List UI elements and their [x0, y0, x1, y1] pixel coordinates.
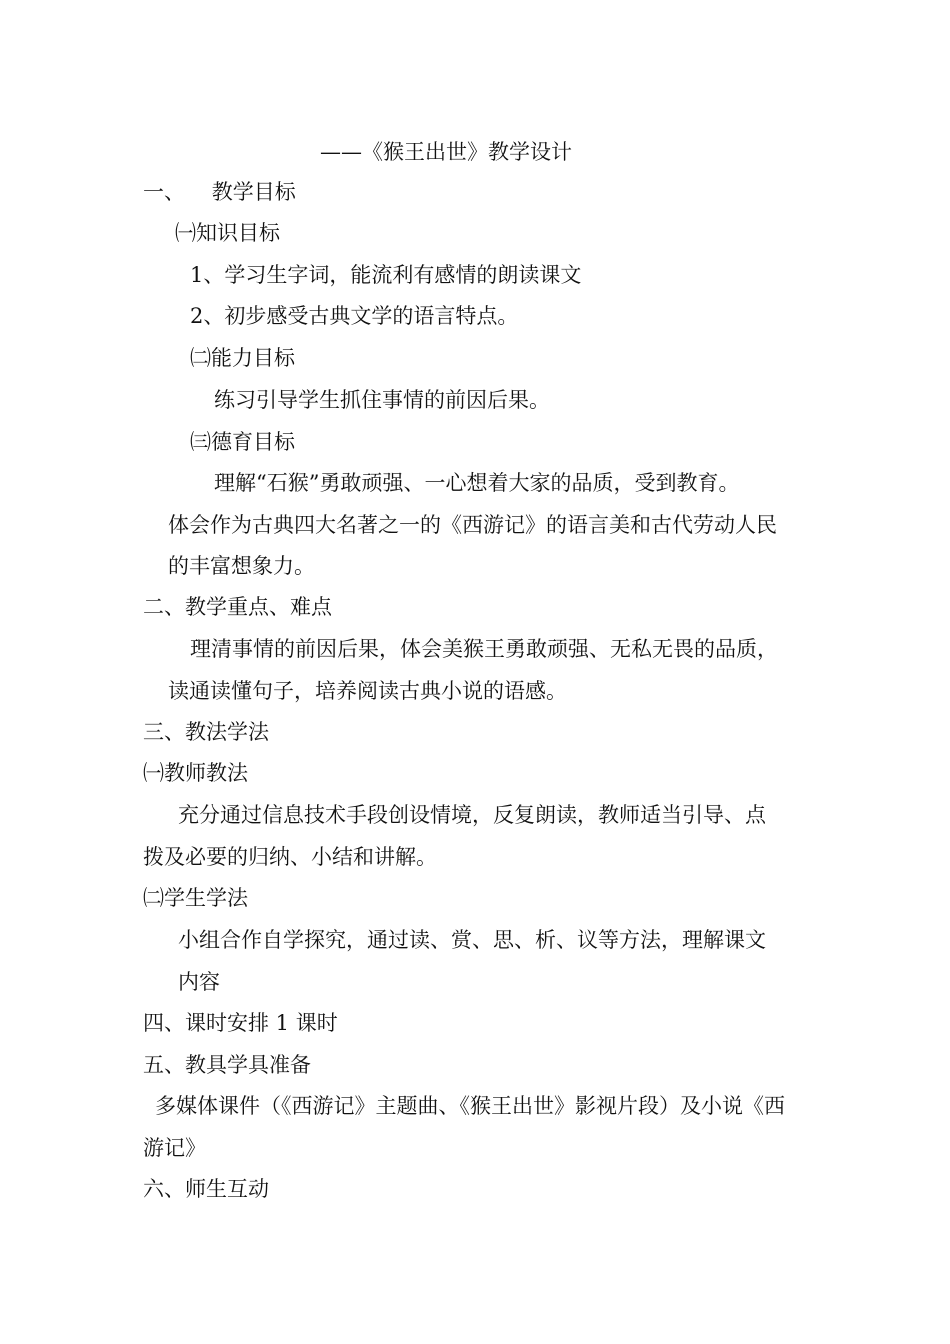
materials-text-2: 游记》 — [143, 1136, 206, 1160]
section-heading-goals: 一、 教学目标 — [143, 180, 296, 204]
student-method-text-2: 内容 — [178, 970, 220, 994]
subheading-teacher-method: ㈠教师教法 — [143, 761, 248, 785]
moral-goal-text-3: 的丰富想象力。 — [168, 554, 315, 578]
section-heading-materials: 五、教具学具准备 — [143, 1053, 311, 1077]
section-heading-key-points: 二、教学重点、难点 — [143, 595, 332, 619]
subheading-moral-goal: ㈢德育目标 — [190, 430, 295, 454]
section-heading-interaction: 六、师生互动 — [143, 1177, 269, 1201]
section-heading-schedule: 四、课时安排 1 课时 — [143, 1011, 338, 1035]
materials-text-1: 多媒体课件（《西游记》主题曲、《猴王出世》影视片段）及小说《西 — [155, 1094, 785, 1118]
document-title: ——《猴王出世》教学设计 — [320, 140, 572, 164]
subheading-knowledge-goal: ㈠知识目标 — [175, 221, 280, 245]
section-heading-methods: 三、教法学法 — [143, 720, 269, 744]
teacher-method-text-2: 拨及必要的归纳、小结和讲解。 — [143, 845, 437, 869]
moral-goal-text-1: 理解“石猴”勇敢顽强、一心想着大家的品质，受到教育。 — [214, 471, 740, 495]
teacher-method-text-1: 充分通过信息技术手段创设情境，反复朗读，教师适当引导、点 — [178, 803, 766, 827]
ability-goal-text: 练习引导学生抓住事情的前因后果。 — [214, 388, 550, 412]
moral-goal-text-2: 体会作为古典四大名著之一的《西游记》的语言美和古代劳动人民 — [168, 513, 777, 537]
subheading-student-method: ㈡学生学法 — [143, 886, 248, 910]
subheading-ability-goal: ㈡能力目标 — [190, 346, 295, 370]
goal-item-2: 2、初步感受古典文学的语言特点。 — [190, 304, 519, 328]
goal-item-1: 1、学习生字词，能流利有感情的朗读课文 — [190, 263, 582, 287]
key-points-text-2: 读通读懂句子，培养阅读古典小说的语感。 — [168, 679, 567, 703]
student-method-text-1: 小组合作自学探究，通过读、赏、思、析、议等方法，理解课文 — [178, 928, 766, 952]
key-points-text-1: 理清事情的前因后果，体会美猴王勇敢顽强、无私无畏的品质， — [190, 637, 778, 661]
